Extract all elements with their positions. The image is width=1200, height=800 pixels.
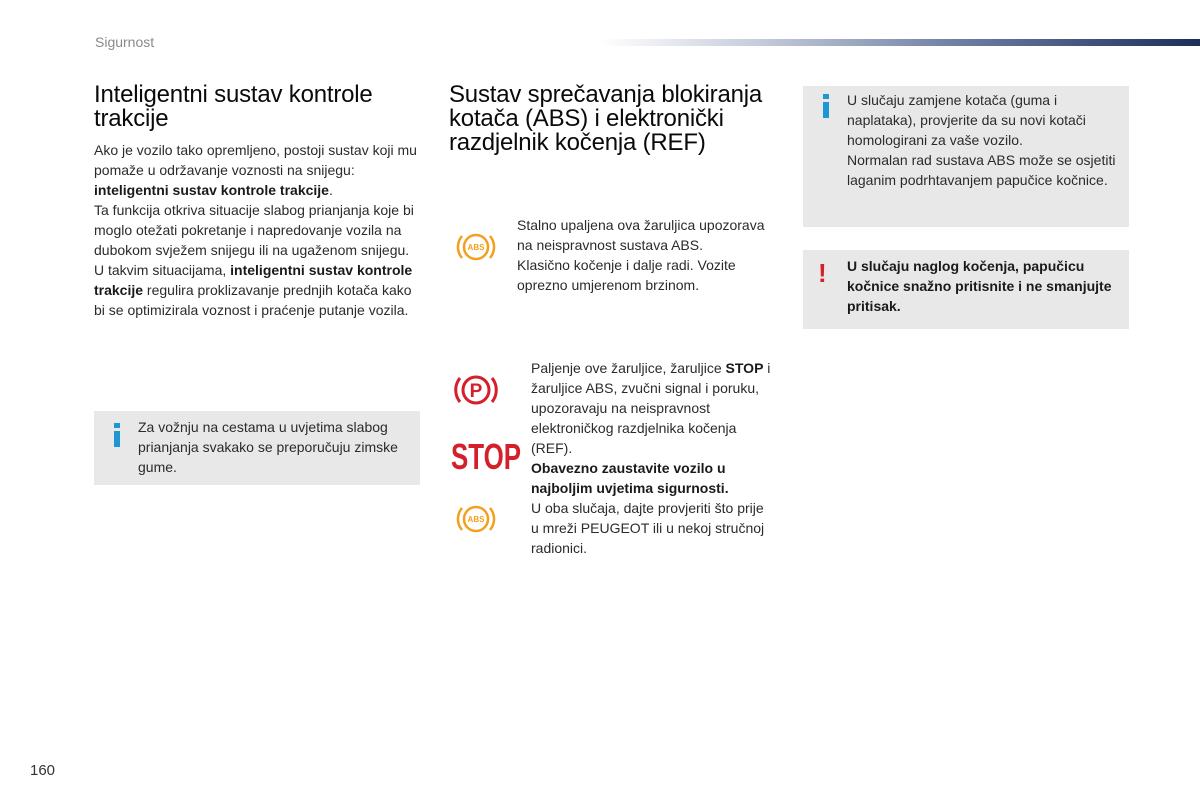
abs-lamp-label: ABS	[467, 243, 485, 252]
wheel-change-paragraph: U slučaju zamjene kotača (guma i naplataka), provjerite da su novi kotači homologirani za vaše vozilo.	[847, 92, 1086, 148]
winter-tyres-info-note	[94, 411, 420, 485]
emergency-braking-text: U slučaju naglog kočenja, papučicu kočnice snažno pritisnite i ne smanjujte pritisak.	[847, 258, 1112, 314]
abs-ref-title: Sustav sprečavanja blokiranja kotača (ABS) i elektronički razdjelnik kočenja (REF)	[449, 81, 763, 156]
wheel-change-note-text	[847, 90, 1117, 190]
abs-warning-paragraph-2: Klasično kočenje i dalje radi. Vozite oprezno umjerenom brzinom.	[517, 257, 736, 293]
abs-vibration-paragraph: Normalan rad sustava ABS može se osjetiti laganim podrhtavanjem papučice kočnice.	[847, 152, 1116, 188]
text-run: U takvim situacijama,	[94, 262, 231, 278]
traction-control-body	[94, 140, 424, 320]
text-run: Paljenje ove žaruljice, žaruljice	[531, 360, 726, 376]
section-label: Sigurnost	[95, 34, 155, 50]
emergency-braking-warning-note	[803, 250, 1129, 329]
traction-control-title: Inteligentni sustav kontrole trakcije	[94, 81, 373, 132]
abs-warning-paragraph-1: Stalno upaljena ova žaruljica upozorava na neispravnost sustava ABS.	[517, 217, 765, 253]
text-run: regulira proklizavanje prednjih kotača kako bi se optimizirala voznost i praćenje putanje vozila.	[94, 282, 412, 318]
abs-lamp-label: ABS	[467, 515, 485, 524]
stop-lamp-label: STOP	[451, 436, 521, 475]
page-number: 160	[30, 762, 56, 779]
traction-paragraph-2: Ta funkcija otkriva situacije slabog prianjanja koje bi moglo otežati pokretanje i napredovanje vozila na dubokom svježem snijegu ili na ugaženom snijegu.	[94, 202, 414, 258]
bold-term: Obavezno zaustavite vozilo u najboljim uvjetima sigurnosti.	[531, 460, 729, 496]
info-icon	[112, 423, 122, 447]
abs-warning-text	[517, 215, 772, 295]
text-run: .	[328, 182, 333, 198]
ref-stop-instruction	[531, 458, 771, 498]
traction-paragraph-1	[94, 140, 424, 200]
winter-tyres-note-text: Za vožnju na cestama u uvjetima slabog prianjanja svakako se preporučuju zimske gume.	[138, 419, 398, 475]
text-run: i žaruljice ABS, zvučni signal i poruku, upozoravaju na neispravnost elektroničkog razdjelnika kočenja (REF).	[531, 360, 771, 456]
ref-warning-paragraph	[531, 358, 771, 458]
bold-term: inteligentni sustav kontrole trakcije	[94, 262, 413, 298]
parking-brake-lamp-icon	[452, 370, 500, 410]
stop-lamp-icon	[449, 435, 523, 475]
header-decoration-bar	[600, 39, 1200, 46]
warning-icon: !	[818, 258, 827, 288]
abs-warning-lamp-icon	[456, 229, 496, 265]
bold-term: inteligentni sustav kontrole trakcije	[94, 182, 329, 198]
info-icon	[821, 94, 831, 118]
ref-check-instruction: U oba slučaja, dajte provjeriti što prije u mreži PEUGEOT ili u nekoj stručnoj radionici.	[531, 500, 765, 556]
traction-paragraph-3	[94, 260, 424, 320]
bold-term: STOP	[725, 360, 764, 376]
text-run: Ako je vozilo tako opremljeno, postoji sustav koji mu pomaže u održavanje voznosti na snijegu:	[94, 142, 417, 178]
abs-warning-lamp-icon	[456, 501, 496, 537]
parking-lamp-label: P	[469, 381, 483, 402]
wheel-change-info-note	[803, 86, 1129, 227]
ref-warning-text	[531, 358, 771, 558]
